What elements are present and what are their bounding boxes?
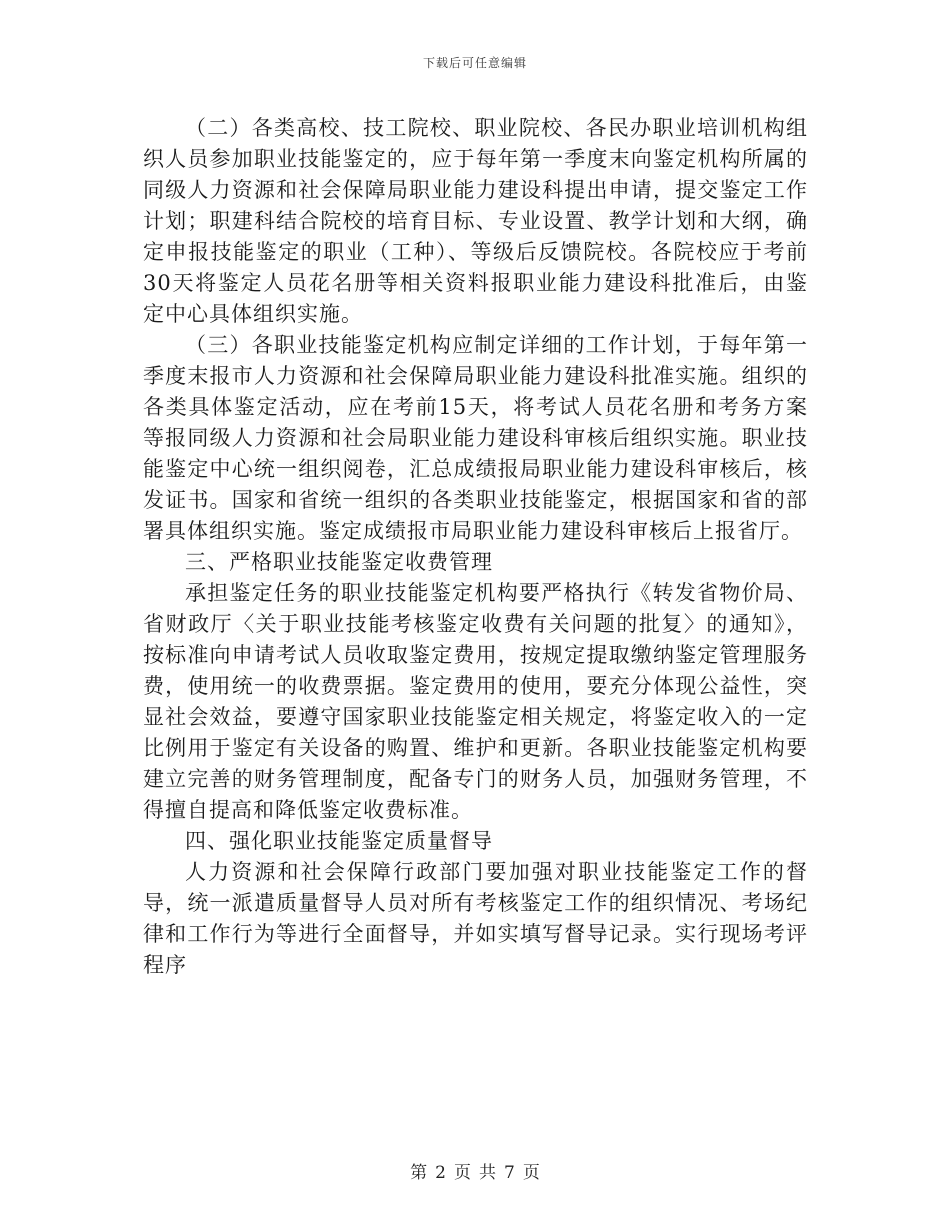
footer-total-prefix: 共 <box>479 1163 496 1183</box>
document-body <box>143 113 808 981</box>
paragraph-section-4: 人力资源和社会保障行政部门要加强对职业技能鉴定工作的督导，统一派遣质量督导人员对所有考核鉴定工作的组织情况、考场纪律和工作行为等进行全面督导，并如实填写督导记录。实行现场考评程序 <box>143 860 808 977</box>
footer-total-unit: 页 <box>522 1163 540 1183</box>
paragraph-section-2-3: （三）各职业技能鉴定机构应制定详细的工作计划，于每年第一季度末报市人力资源和社会保障局职业能力建设科批准实施。组织的各类具体鉴定活动，应在考前15天，将考试人员花名册和考务方案等报同级人力资源和社会局职业能力建设科审核后组织实施。职业技能鉴定中心统一组织阅卷，汇总成绩报局职业能力建设科审核后，核发证书。国家和省统一组织的各类职业技能鉴定，根据国家和省的部署具体组织实施。鉴定成绩报市局职业能力建设科审核后上报省厅。 <box>143 333 808 543</box>
footer-prefix: 第 <box>410 1163 428 1183</box>
footer-page-unit: 页 <box>454 1163 471 1183</box>
heading-section-3: 三、严格职业技能鉴定收费管理 <box>185 550 493 574</box>
page-number-footer <box>0 1158 950 1183</box>
page-header: 下载后可任意编辑 <box>422 56 527 70</box>
paragraph-section-3: 承担鉴定任务的职业技能鉴定机构要严格执行《转发省物价局、省财政厅〈关于职业技能考核鉴定收费有关问题的批复〉的通知》，按标准向申请考试人员收取鉴定费用，按规定提取缴纳鉴定管理服务费，使用统一的收费票据。鉴定费用的使用，要充分体现公益性，突显社会效益，要遵守国家职业技能鉴定相关规定，将鉴定收入的一定比例用于鉴定有关设备的购置、维护和更新。各职业技能鉴定机构要建立完善的财务管理制度，配备专门的财务人员，加强财务管理，不得擅自提高和降低鉴定收费标准。 <box>143 581 808 822</box>
paragraph-section-2-2: （二）各类高校、技工院校、职业院校、各民办职业培训机构组织人员参加职业技能鉴定的，应于每年第一季度末向鉴定机构所属的同级人力资源和社会保障局职业能力建设科提出申请，提交鉴定工作计划；职建科结合院校的培育目标、专业设置、教学计划和大纲，确定申报技能鉴定的职业（工种）、等级后反馈院校。各院校应于考前30天将鉴定人员花名册等相关资料报职业能力建设科批准后，由鉴定中心具体组织实施。 <box>143 116 808 326</box>
heading-section-4: 四、强化职业技能鉴定质量督导 <box>185 829 493 853</box>
footer-current-page: 2 <box>435 1163 446 1183</box>
footer-total-pages: 7 <box>504 1163 515 1183</box>
